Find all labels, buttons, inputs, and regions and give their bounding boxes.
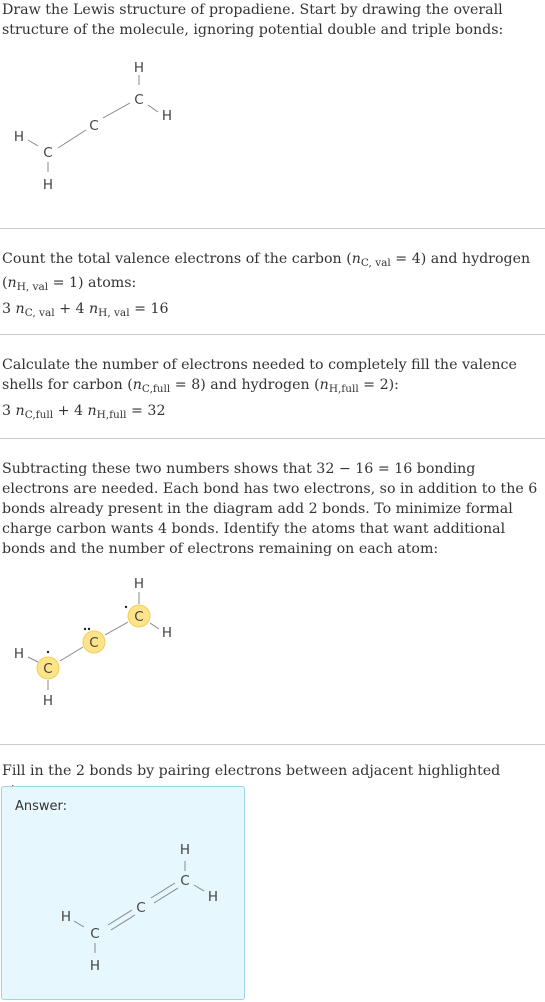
answer-atom-h-right: H — [207, 889, 219, 905]
separator — [0, 744, 545, 745]
step-4-text: Subtracting these two numbers shows that 32 − 16 = 16 bonding electrons are needed. Each bond has two electrons, so in addition to the 6 bonds already present in the diagram add 2 bonds. To minimize formal charge carbon wants 4 bonds. Identify the atoms that want additional bonds and the number of electrons remaining on each atom: — [2, 461, 538, 557]
step-4 — [0, 459, 545, 559]
separator — [0, 334, 545, 335]
step-3-equation: 3 $n_{C,full} + 4$ $n_{H,full} = 32$ — [2, 403, 166, 421]
atom-c-right: C — [134, 609, 144, 625]
answer-atom-c-center: C — [136, 900, 146, 916]
step-3-text: Calculate the number of electrons needed to completely fill the valence shells for carbon $(n_{C,full} = 8)$ and hydrogen $(n_{H,full} = 2)$: — [2, 357, 517, 395]
atom-h-left: H — [13, 129, 25, 145]
answer-atom-h-left: H — [60, 909, 72, 925]
answer-label: Answer: — [15, 799, 68, 814]
step-1-text: Draw the Lewis structure of propadiene. Start by drawing the overall structure of the molecule, ignoring potential double and triple bonds: — [2, 2, 504, 38]
electron-dot — [125, 606, 127, 608]
answer-atom-h-top: H — [179, 842, 191, 858]
atom-c-right: C — [134, 92, 144, 108]
atom-h-top: H — [133, 60, 145, 76]
answer-atom-h-bottom: H — [89, 958, 101, 974]
atom-h-right: H — [161, 108, 173, 124]
step-2-equation: 3 $n_{C, val} + 4$ $n_{H, val} = 16$ — [2, 301, 169, 319]
answer-box — [1, 786, 245, 1000]
structure-diagram-1 — [0, 55, 200, 200]
atom-c-left: C — [43, 145, 53, 161]
answer-atom-c-right: C — [180, 873, 190, 889]
electron-dot — [88, 628, 90, 630]
step-2 — [0, 249, 545, 323]
step-5-text: Fill in the 2 bonds by pairing electrons between adjacent highlighted — [2, 763, 501, 779]
atom-h-top: H — [133, 576, 145, 592]
atom-h-bottom: H — [42, 177, 54, 193]
separator — [0, 228, 545, 229]
atom-h-right: H — [161, 625, 173, 641]
separator — [0, 438, 545, 439]
step-3 — [0, 355, 545, 425]
step-1 — [0, 0, 545, 40]
atom-c-center: C — [89, 635, 99, 651]
atom-c-left: C — [43, 661, 53, 677]
answer-atom-c-left: C — [90, 926, 100, 942]
atom-c-center: C — [89, 118, 99, 134]
electron-dot — [47, 651, 49, 653]
atom-h-left: H — [13, 646, 25, 662]
atom-h-bottom: H — [42, 693, 54, 709]
answer-structure-diagram — [2, 787, 244, 999]
electron-dot — [84, 628, 86, 630]
step-2-text: Count the total valence electrons of the carbon $(n_{C, val} = 4)$ and hydrogen $(n_{H, val} = 1)$ atoms: — [2, 251, 531, 293]
structure-diagram-2 — [0, 570, 200, 715]
